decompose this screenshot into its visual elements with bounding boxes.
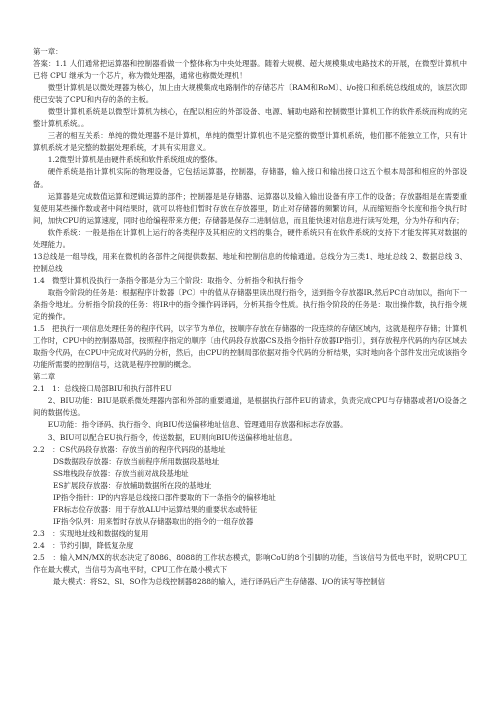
document-paragraph: 取指令阶段的任务是：根据程序计数器〔PC〕中的值从存储器里读出现行指令，送到指令存放器IR,然后PC自动加以，指向下一条指令地址。分析指令阶段的任务：将IR中的指令操作码译码，分析其指令性质。执行指令阶段的任务是：取出操作数，执行指令规定的操作。 xyxy=(33,287,467,322)
document-paragraph: 最大模式：将S2、Sl、SO作为总线控制器8288的输入，进行译码后产生存储器、I/O的读写等控制信 xyxy=(53,577,386,587)
document-paragraph: 运算器是完成数值运算和逻辑运算的部件；控制器是是存储器、运算器以及输入输出设备有序工作的设备；存放器组是在需要重复使用某些操作数或者中间结果时，就可以将他们暂时存放在存放器里，防止对存储器的频繁访问，从而缩短指令长度和指令执行时间，加快CPU的运算速度，同时也给编程带来方便；存储器是保存二进制信息，而且能快速对信息进行读写处理，分为外存和内存； xyxy=(33,191,467,225)
document-paragraph: 2.2 ：CS代码段存放器：存放当前的程序代码段的基地址 xyxy=(33,444,226,454)
document-paragraph: 第一章： xyxy=(33,47,63,56)
document-paragraph: 三者的相互关系：单纯的微处理器不是计算机，单纯的微型计算机也不是完整的微型计算机系统，他们都不能独立工作，只有计算机系统才是完整的数据处理系统，才具有实用意义。 xyxy=(33,131,467,153)
document-paragraph: 第二章 xyxy=(33,372,56,382)
document-paragraph: 1.4 微型计算机没执行一条指令都是分为三个阶段：取指令、分析指令和执行指令 xyxy=(33,275,304,285)
document-paragraph: 硬件系统是指计算机实际的物理设备，它包括运算器，控制器，存储器，输入接口和输出接口这五个根本局部和相应的外部设备。 xyxy=(33,167,467,189)
document-paragraph: 3、BIU可以配合EU执行指令，传送数据，EU则向BIU传送偏移地址信息。 xyxy=(47,432,298,442)
document-paragraph: DS数据段存放器：存放当前程序所用数据段基地址 xyxy=(53,456,220,466)
document-paragraph: 2.1 1：总线接口局部BIU和执行部件EU xyxy=(33,384,172,394)
document-paragraph: IP指令指针：IP的内容是总线接口部件要取的下一条指令的偏移地址 xyxy=(53,492,276,502)
document-paragraph: 软件系统：一般是指在计算机上运行的各类程序及其相应的文档的集合，硬件系统只有在软件系统的支持下才能发挥其对数据的处理能力。 xyxy=(33,227,467,249)
document-paragraph: ES扩展段存放器：存放辅助数据所在段的基地址 xyxy=(53,480,212,490)
document-paragraph: 微型计算机系统是以微型计算机为核心，在配以相应的外部设备、电源、辅助电路和控制微型计算机工作的软件系统而构成的完整计算机系统。。 xyxy=(33,107,467,129)
document-paragraph: 13总线是一组导线，用来在微机的各部件之间提供数据、地址和控制信息的传输通道。总线分为三类1、地址总线 2、数据总线 3、控制总线 xyxy=(33,251,467,273)
document-paragraph: IF指令队列：用来暂时存放从存储器取出的指令的一组存放器 xyxy=(53,516,254,526)
document-paragraph: 1.5 把执行一项信息处理任务的程序代码，以字节为单位，按顺序存放在存储器的一段连续的存储区域内，这就是程序存储；计算机工作时，CPU中的控制器局部，按照程序指定的顺序〔由代码段存放器CS及指令指针存放器IP指引〕，到存放程序代码的内存区域去取指令代码，在CPU中完成对代码的分析，然后，由CPU的控制局部依据对指令代码的分析结果，实时地向各个部件发出完成该指令功能所需要的控制信号，这就是程序控制的概念。 xyxy=(33,324,467,370)
document-paragraph: 答案：1.1 人们通常把运算器和控制器看做一个整体称为中央处理器。随着大规模、超大规模集成电路技术的开展，在微型计算机中已将 CPU 继承为一个芯片，称为微处理器，通常也称微处理机！ xyxy=(33,59,467,81)
document-paragraph: 2.3 ：实现地址线和数据线的复用 xyxy=(33,528,149,538)
document-paragraph: 2.5 ：输入MN/MX的状态决定了8086、8088的工作状态模式，影响CoU的8个引脚的功能，当该信号为低电平时，说明CPU工作在最大模式，当信号为高电平时，CPU工作在最小模式下 xyxy=(33,552,467,575)
document-paragraph: EU功能：指令译码、执行指令、向BIU传送偏移地址信息、管理通用存放器和标志存放器。 xyxy=(47,420,348,430)
document-paragraph: 2、BIU功能：BIU是联系微处理器内部和外部的重要通道，是根据执行部件EU的请求，负责完成CPU与存储器或者I/O设备之间的数据传送。 xyxy=(33,396,467,418)
document-paragraph: 1.2微型计算机是由硬件系统和软件系统组成的整体。 xyxy=(47,155,223,165)
document-paragraph: FR标志位存放器：用于存放ALU中运算结果的重要状态或特征 xyxy=(53,504,258,514)
document-paragraph: SS堆栈段存放器：存放当前对战段基地址 xyxy=(53,468,189,478)
document-paragraph: 2.4 ：节约引脚，降低复杂度 xyxy=(33,540,134,550)
document-paragraph: 微型计算机是以微处理器为核心，加上由大规模集成电路制作的存储芯片〔RAM和RoM〕、i/o接口和系统总线组成的，该层次即使已安装了CPU和内存的条的主板。 xyxy=(33,83,467,105)
